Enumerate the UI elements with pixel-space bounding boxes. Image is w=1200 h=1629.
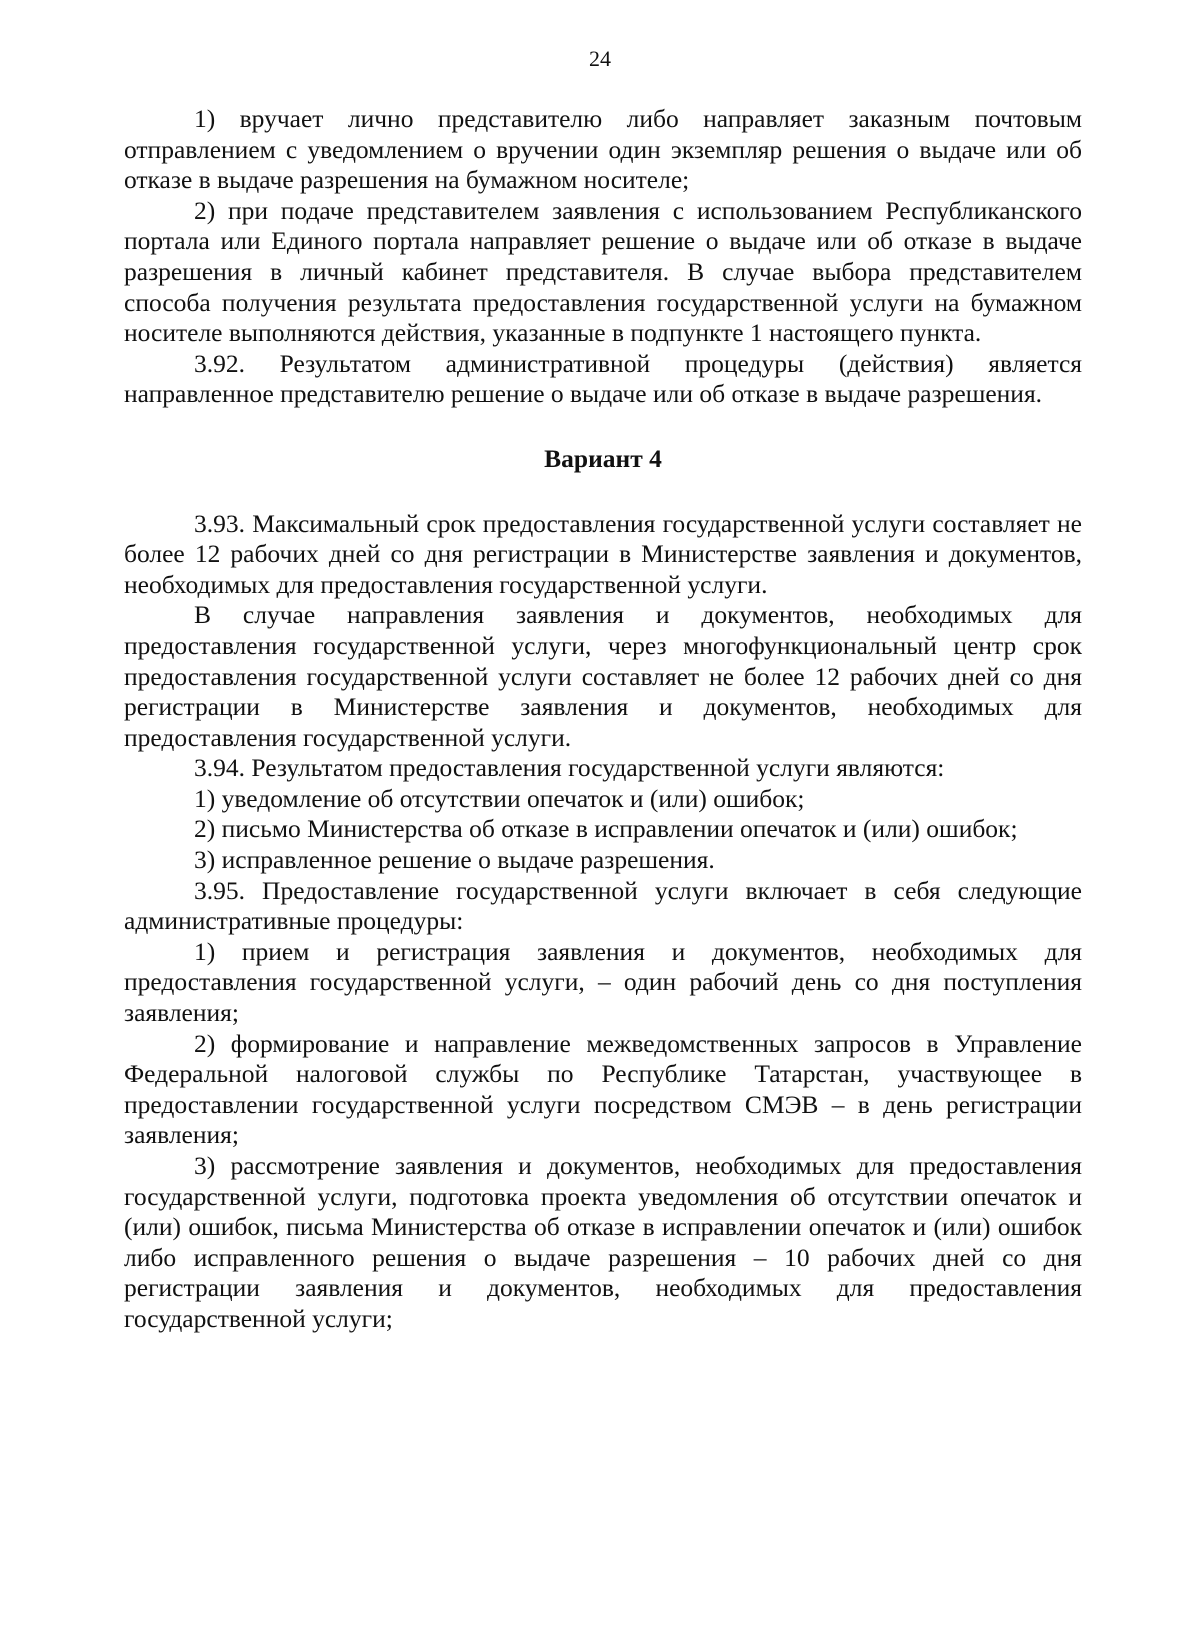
list-item-corrected-decision: 3) исправленное решение о выдаче разрешения. bbox=[194, 845, 715, 875]
document-body bbox=[124, 104, 1082, 1335]
paragraph-mfc-case: В случае направления заявления и документов, необходимых для предоставления государственной услуги, через многофункциональный центр срок предоставления государственной услуги составляет не более 12 рабочих дней со дня регистрации в Министерстве заявления и документов, необходимых для предоставления государственной услуги. bbox=[124, 600, 1082, 752]
paragraph-3-92: 3.92. Результатом административной процедуры (действия) является направленное представителю решение о выдаче или об отказе в выдаче разрешения. bbox=[124, 348, 1082, 409]
paragraph-3-94: 3.94. Результатом предоставления государственной услуги являются: bbox=[194, 753, 945, 783]
paragraph-3-93: 3.93. Максимальный срок предоставления государственной услуги составляет не более 12 рабочих дней со дня регистрации в Министерстве заявления и документов, необходимых для предоставления государственной услуги. bbox=[124, 508, 1082, 599]
list-item-notification: 1) уведомление об отсутствии опечаток и (или) ошибок; bbox=[194, 783, 805, 813]
section-heading-variant-4: Вариант 4 bbox=[544, 443, 662, 473]
paragraph-item-2-portal: 2) при подаче представителем заявления с использованием Республиканского портала или Единого портала направляет решение о выдаче или об отказе в выдаче разрешения в личный кабинет представителя. В случае выбора представителем способа получения результата предоставления государственной услуги на бумажном носителе выполняются действия, указанные в подпункте 1 настоящего пункта. bbox=[124, 195, 1082, 348]
procedure-item-reception: 1) прием и регистрация заявления и документов, необходимых для предоставления государственной услуги, – один рабочий день со дня поступления заявления; bbox=[124, 936, 1082, 1028]
paragraph-item-1-delivery: 1) вручает лично представителю либо направляет заказным почтовым отправлением с уведомлением о вручении один экземпляр решения о выдаче или об отказе в выдаче разрешения на бумажном носителе; bbox=[124, 104, 1082, 195]
list-item-refusal-letter: 2) письмо Министерства об отказе в исправлении опечаток и (или) ошибок; bbox=[194, 814, 1018, 844]
procedure-item-review: 3) рассмотрение заявления и документов, необходимых для предоставления государственной услуги, подготовка проекта уведомления об отсутствии опечаток и (или) ошибок, письма Министерства об отказе в исправлении опечаток и (или) ошибок либо исправленного решения о выдаче разрешения – 10 рабочих дней со дня регистрации заявления и документов, необходимых для предоставления государственной услуги; bbox=[124, 1151, 1082, 1333]
procedure-item-interagency-requests: 2) формирование и направление межведомственных запросов в Управление Федеральной налоговой службы по Республике Татарстан, участвующее в предоставлении государственной услуги посредством СМЭВ – в день регистрации заявления; bbox=[124, 1028, 1082, 1150]
paragraph-3-95: 3.95. Предоставление государственной услуги включает в себя следующие административные процедуры: bbox=[124, 875, 1082, 936]
page-number: 24 bbox=[589, 46, 611, 71]
